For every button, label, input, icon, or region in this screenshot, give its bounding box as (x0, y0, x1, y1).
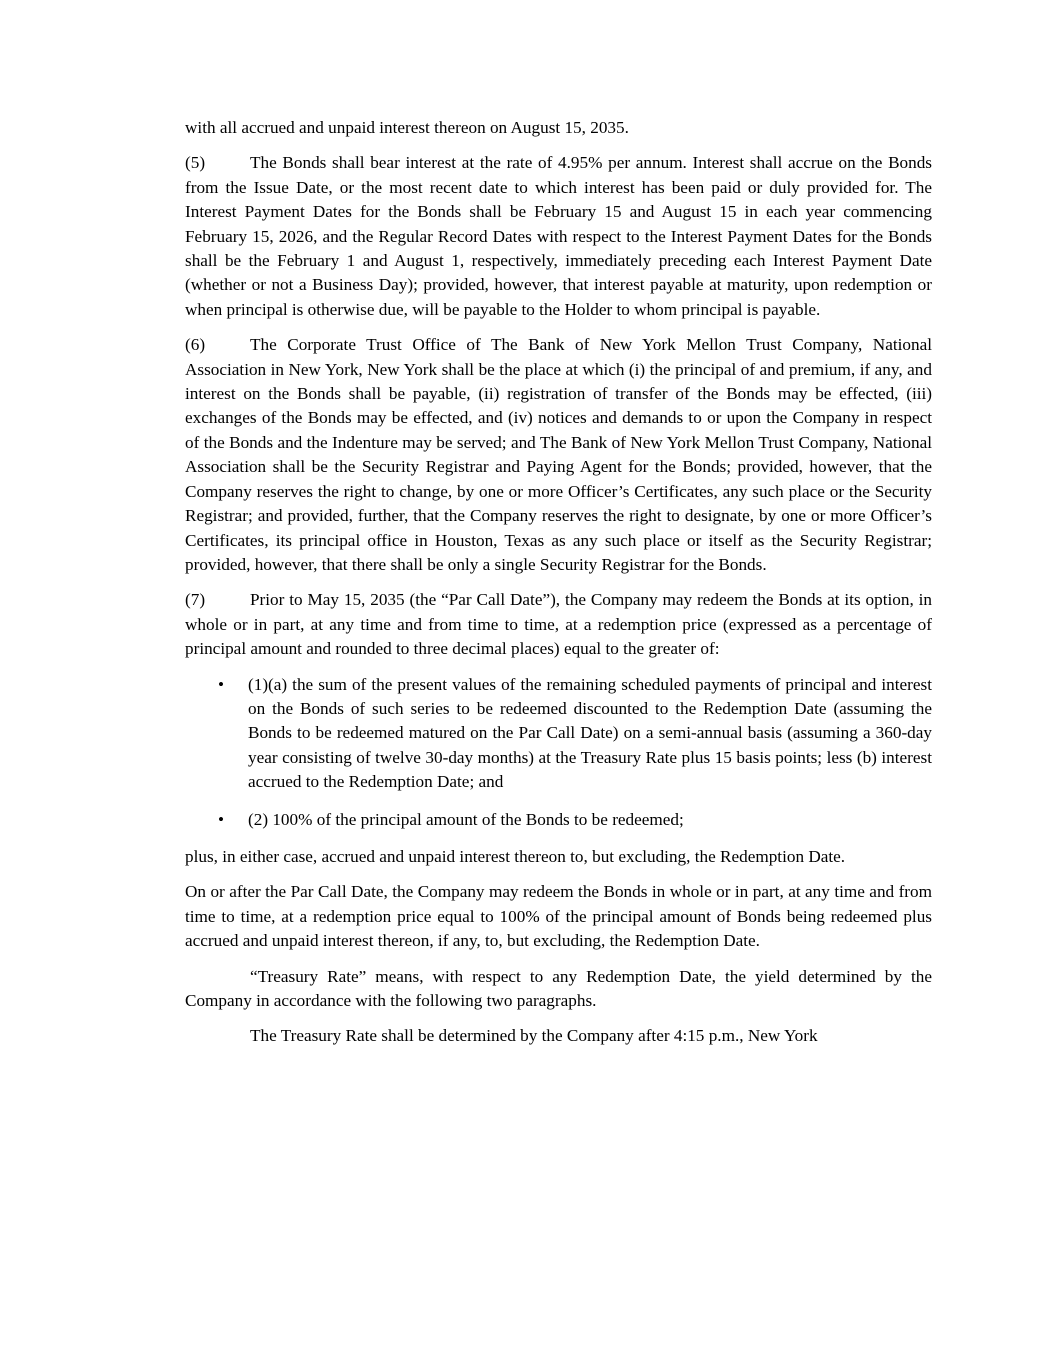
paragraph-5-text: The Bonds shall bear interest at the rate of 4.95% per annum. Interest shall accrue on the Bonds from the Issue Date, or the most recent date to which interest has been paid or duly provided for. The Interest Payment Dates for the Bonds shall be February 15 and August 15 in each year commencing February 15, 2026, and the Regular Record Dates with respect to the Interest Payment Dates for the Bonds shall be the February 1 and August 1, respectively, immediately preceding each Interest Payment Date (whether or not a Business Day); provided, however, that interest payable at maturity, upon redemption or when principal is otherwise due, will be payable to the Holder to whom principal is payable. (185, 153, 932, 319)
continuation-line: with all accrued and unpaid interest thereon on August 15, 2035. (185, 118, 629, 137)
on-or-after-par-call-date-paragraph: On or after the Par Call Date, the Company may redeem the Bonds in whole or in part, at any time and from time to time, at a redemption price equal to 100% of the principal amount of Bonds being redeemed plus accrued and unpaid interest thereon, if any, to, but excluding, the Redemption Date. (185, 882, 932, 951)
bullet-marker: • (218, 809, 225, 829)
bullet-marker: • (218, 674, 225, 694)
bullet-item-1 (218, 673, 932, 795)
paragraph-6-number: (6) (185, 335, 206, 355)
paragraph-5 (185, 151, 932, 322)
plus-in-either-case-paragraph: plus, in either case, accrued and unpaid interest thereon to, but excluding, the Redemption Date. (185, 846, 846, 866)
bullet-2-text: (2) 100% of the principal amount of the Bonds to be redeemed; (248, 809, 684, 829)
paragraph-5-number: (5) (185, 153, 206, 173)
bullet-1-text: (1)(a) the sum of the present values of the remaining scheduled payments of principal and interest on the Bonds of such series to be redeemed discounted to the Redemption Date (assuming the Bonds to be redeemed matured on the Par Call Date) on a semi-annual basis (assuming a 360-day year consisting of twelve 30-day months) at the Treasury Rate plus 15 basis points; less (b) interest accrued to the Redemption Date; and (248, 674, 932, 792)
treasury-rate-determination-paragraph: The Treasury Rate shall be determined by the Company after 4:15 p.m., New York (250, 1026, 818, 1046)
paragraph-6-text: The Corporate Trust Office of The Bank of New York Mellon Trust Company, National Association in New York, New York shall be the place at which (i) the principal of and premium, if any, and interest on the Bonds shall be payable, (ii) registration of transfer of the Bonds may be effected, (iii) exchanges of the Bonds may be effected, and (iv) notices and demands to or upon the Company in respect of the Bonds and the Indenture may be served; and The Bank of New York Mellon Trust Company, National Association shall be the Security Registrar and Paying Agent for the Bonds; provided, however, that the Company reserves the right to change, by one or more Officer’s Certificates, any such place or the Security Registrar; and provided, further, that the Company reserves the right to designate, by one or more Officer’s Certificates, its principal office in Houston, Texas as any such place or itself as the Security Registrar; provided, however, that there shall be only a single Security Registrar for the Bonds. (185, 335, 932, 574)
paragraph-7-text: Prior to May 15, 2035 (the “Par Call Date”), the Company may redeem the Bonds at its option, in whole or in part, at any time and from time to time, at a redemption price (expressed as a percentage of principal amount and rounded to three decimal places) equal to the greater of: (185, 590, 932, 659)
bullet-item-2 (218, 808, 932, 832)
paragraph-7 (185, 588, 932, 661)
paragraph-6 (185, 333, 932, 577)
paragraph-7-number: (7) (185, 590, 206, 610)
treasury-rate-definition-paragraph: “Treasury Rate” means, with respect to any Redemption Date, the yield determined by the Company in accordance with the following two paragraphs. (185, 966, 932, 1010)
